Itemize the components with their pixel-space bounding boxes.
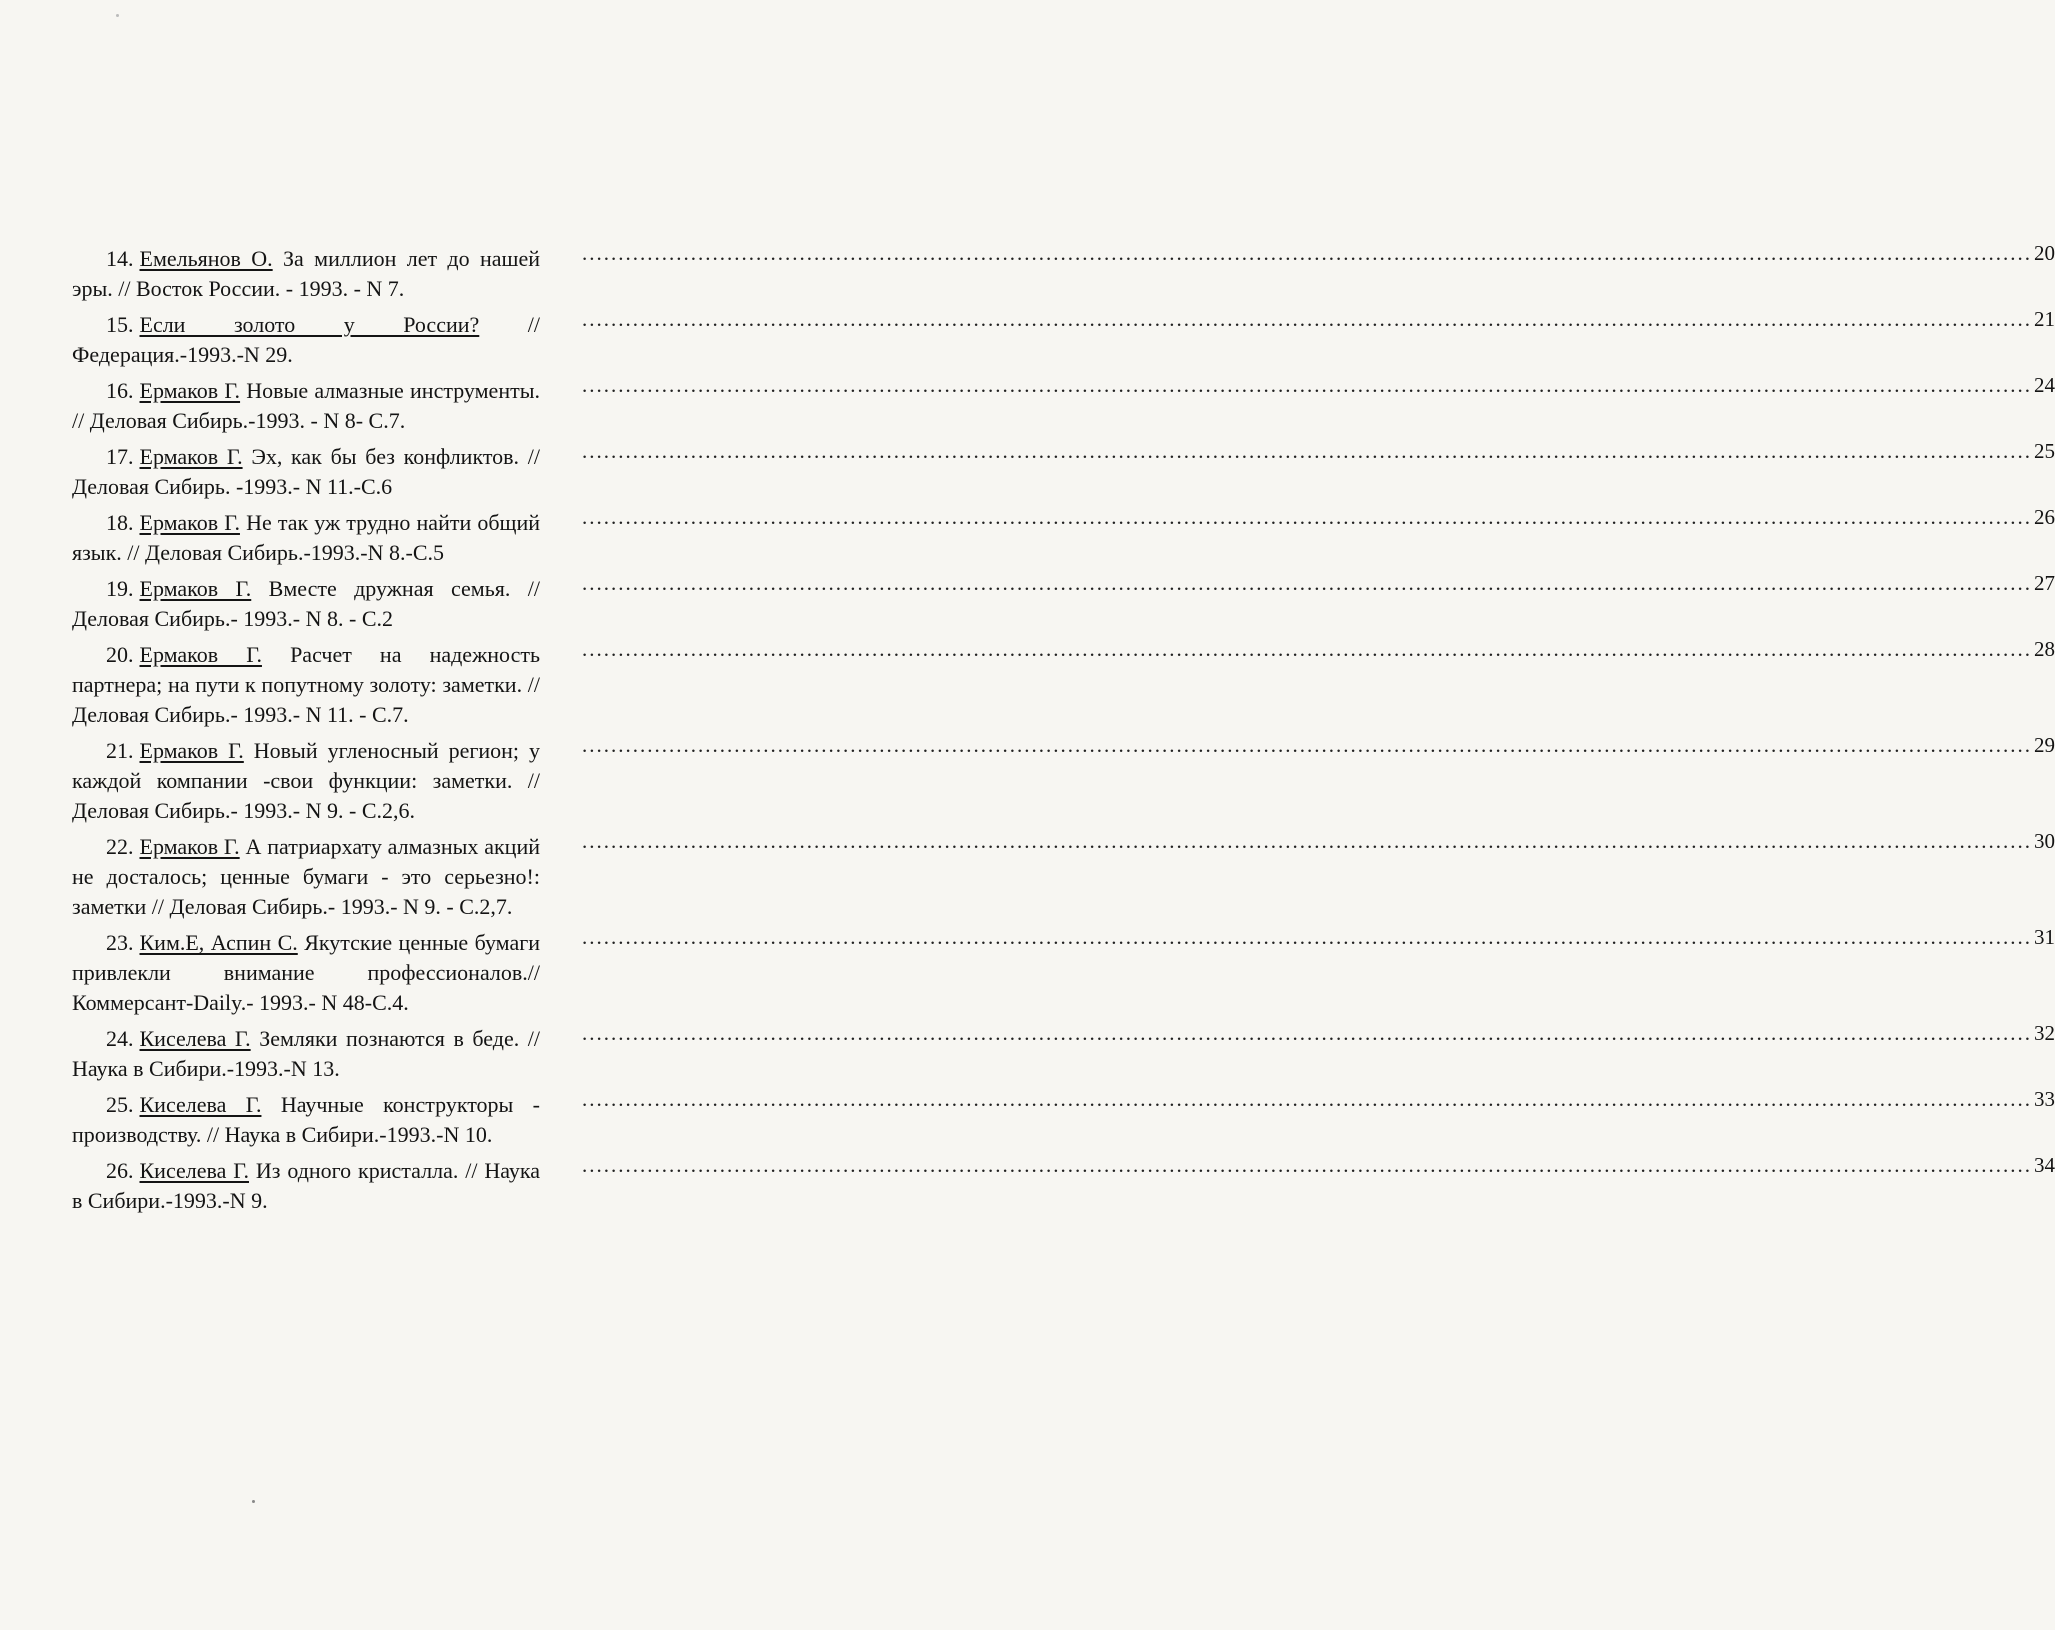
entry-author: Ермаков Г.	[139, 378, 241, 403]
print-speck	[252, 1500, 255, 1503]
entry-page-number: 34	[2034, 1153, 2055, 1177]
entry-description	[72, 310, 540, 370]
entry-page-number: 30	[2034, 829, 2055, 853]
dot-leader: ........................................................................................................................................................................................................	[582, 571, 2032, 595]
entry-author: Киселева Г.	[139, 1026, 251, 1051]
entry-author: Киселева Г.	[139, 1092, 262, 1117]
entry-author: Ермаков Г.	[139, 642, 262, 667]
page-reference	[582, 568, 2055, 598]
entry-text: // Федерация.-1993.-N 29.	[72, 312, 540, 367]
entry-description	[72, 1156, 540, 1216]
entry-text: Земляки познаются в беде. // Наука в Сибири.-1993.-N 13.	[72, 1026, 540, 1081]
entry-page-number: 31	[2034, 925, 2055, 949]
entry-author: Емельянов О.	[139, 246, 273, 271]
entry-text: Новый угленосный регион; у каждой компании -свои функции: заметки. // Деловая Сибирь.- 1993.- N 9. - С.2,6.	[72, 738, 541, 823]
page-reference	[582, 370, 2055, 400]
entry-page-number: 24	[2034, 373, 2055, 397]
dot-leader: ........................................................................................................................................................................................................	[582, 1021, 2032, 1045]
entry-author: Если золото у России?	[139, 312, 480, 337]
entry-text: Не так уж трудно найти общий язык. // Деловая Сибирь.-1993.-N 8.-С.5	[72, 510, 541, 565]
dot-leader: ........................................................................................................................................................................................................	[582, 241, 2032, 265]
entry-text: Расчет на надежность партнера; на пути к попутному золоту: заметки. // Деловая Сибирь.- 1993.- N 11. - С.7.	[72, 642, 541, 727]
dot-leader: ........................................................................................................................................................................................................	[582, 925, 2032, 949]
bibliography-entry	[72, 1153, 2055, 1216]
bibliography-entry	[72, 373, 2055, 436]
dot-leader: ........................................................................................................................................................................................................	[582, 373, 2032, 397]
entry-number: 19.	[106, 576, 134, 601]
entry-number: 18.	[106, 510, 134, 535]
entry-text: Научные конструкторы - производству. // Наука в Сибири.-1993.-N 10.	[72, 1092, 541, 1147]
bibliography-entry	[72, 439, 2055, 502]
bibliography-entry	[72, 1087, 2055, 1150]
entry-number: 15.	[106, 312, 134, 337]
entry-description	[72, 442, 540, 502]
page-reference	[582, 238, 2055, 268]
entry-page-number: 29	[2034, 733, 2055, 757]
entry-text: Из одного кристалла. // Наука в Сибири.-1993.-N 9.	[72, 1158, 540, 1213]
bibliography-entry	[72, 733, 2055, 826]
entry-text: Новые алмазные инструменты. // Деловая Сибирь.-1993. - N 8- С.7.	[72, 378, 540, 433]
entry-description	[72, 508, 540, 568]
entry-text: Якутские ценные бумаги привлекли внимание профессионалов.// Коммерсант-Daily.- 1993.- N 48-С.4.	[72, 930, 541, 1015]
bibliography-entry	[72, 571, 2055, 634]
entry-page-number: 27	[2034, 571, 2055, 595]
entry-page-number: 21	[2034, 307, 2055, 331]
dot-leader: ........................................................................................................................................................................................................	[582, 733, 2032, 757]
page-reference	[582, 436, 2055, 466]
entry-page-number: 33	[2034, 1087, 2055, 1111]
entry-description	[72, 244, 540, 304]
entry-author: Ермаков Г.	[139, 834, 240, 859]
print-speck	[116, 14, 119, 17]
entry-text: За миллион лет до нашей эры. // Восток России. - 1993. - N 7.	[72, 246, 541, 301]
entry-description	[72, 376, 540, 436]
dot-leader: ........................................................................................................................................................................................................	[582, 637, 2032, 661]
entry-description	[72, 1024, 540, 1084]
entry-text: Вместе дружная семья. // Деловая Сибирь.- 1993.- N 8. - С.2	[72, 576, 540, 631]
page-reference	[582, 502, 2055, 532]
entry-number: 23.	[106, 930, 134, 955]
page-reference	[582, 1150, 2055, 1180]
entry-page-number: 20	[2034, 241, 2055, 265]
entry-author: Ермаков Г.	[139, 510, 240, 535]
bibliography-entry	[72, 505, 2055, 568]
entry-number: 17.	[106, 444, 134, 469]
entry-text: А патриархату алмазных акций не досталось; ценные бумаги - это серьезно!: заметки // Деловая Сибирь.- 1993.- N 9. - С.2,7.	[72, 834, 541, 919]
entry-description	[72, 832, 540, 922]
entry-number: 16.	[106, 378, 134, 403]
entry-description	[72, 736, 540, 826]
entry-number: 24.	[106, 1026, 134, 1051]
entry-page-number: 28	[2034, 637, 2055, 661]
bibliography-list	[72, 241, 2055, 1222]
dot-leader: ........................................................................................................................................................................................................	[582, 1153, 2032, 1177]
entry-author: Ермаков Г.	[139, 738, 244, 763]
page-reference	[582, 730, 2055, 760]
entry-page-number: 25	[2034, 439, 2055, 463]
bibliography-entry	[72, 925, 2055, 1018]
dot-leader: ........................................................................................................................................................................................................	[582, 439, 2032, 463]
entry-author: Ермаков Г.	[139, 576, 252, 601]
entry-description	[72, 928, 540, 1018]
dot-leader: ........................................................................................................................................................................................................	[582, 505, 2032, 529]
entry-number: 26.	[106, 1158, 134, 1183]
page-reference	[582, 922, 2055, 952]
entry-description	[72, 574, 540, 634]
bibliography-entry	[72, 1021, 2055, 1084]
dot-leader: ........................................................................................................................................................................................................	[582, 307, 2032, 331]
entry-page-number: 32	[2034, 1021, 2055, 1045]
dot-leader: ........................................................................................................................................................................................................	[582, 1087, 2032, 1111]
entry-number: 22.	[106, 834, 134, 859]
page-reference	[582, 1084, 2055, 1114]
entry-description	[72, 640, 540, 730]
bibliography-entry	[72, 307, 2055, 370]
entry-number: 25.	[106, 1092, 134, 1117]
page-reference	[582, 304, 2055, 334]
bibliography-entry	[72, 637, 2055, 730]
entry-page-number: 26	[2034, 505, 2055, 529]
page-reference	[582, 1018, 2055, 1048]
bibliography-entry	[72, 241, 2055, 304]
page-reference	[582, 826, 2055, 856]
entry-number: 14.	[106, 246, 134, 271]
entry-number: 21.	[106, 738, 134, 763]
bibliography-entry	[72, 829, 2055, 922]
entry-author: Ермаков Г.	[139, 444, 243, 469]
entry-number: 20.	[106, 642, 134, 667]
entry-description	[72, 1090, 540, 1150]
entry-text: Эх, как бы без конфликтов. // Деловая Сибирь. -1993.- N 11.-С.6	[72, 444, 541, 499]
entry-author: Киселева Г.	[139, 1158, 249, 1183]
entry-author: Ким.Е, Аспин С.	[139, 930, 298, 955]
page-reference	[582, 634, 2055, 664]
dot-leader: ........................................................................................................................................................................................................	[582, 829, 2032, 853]
